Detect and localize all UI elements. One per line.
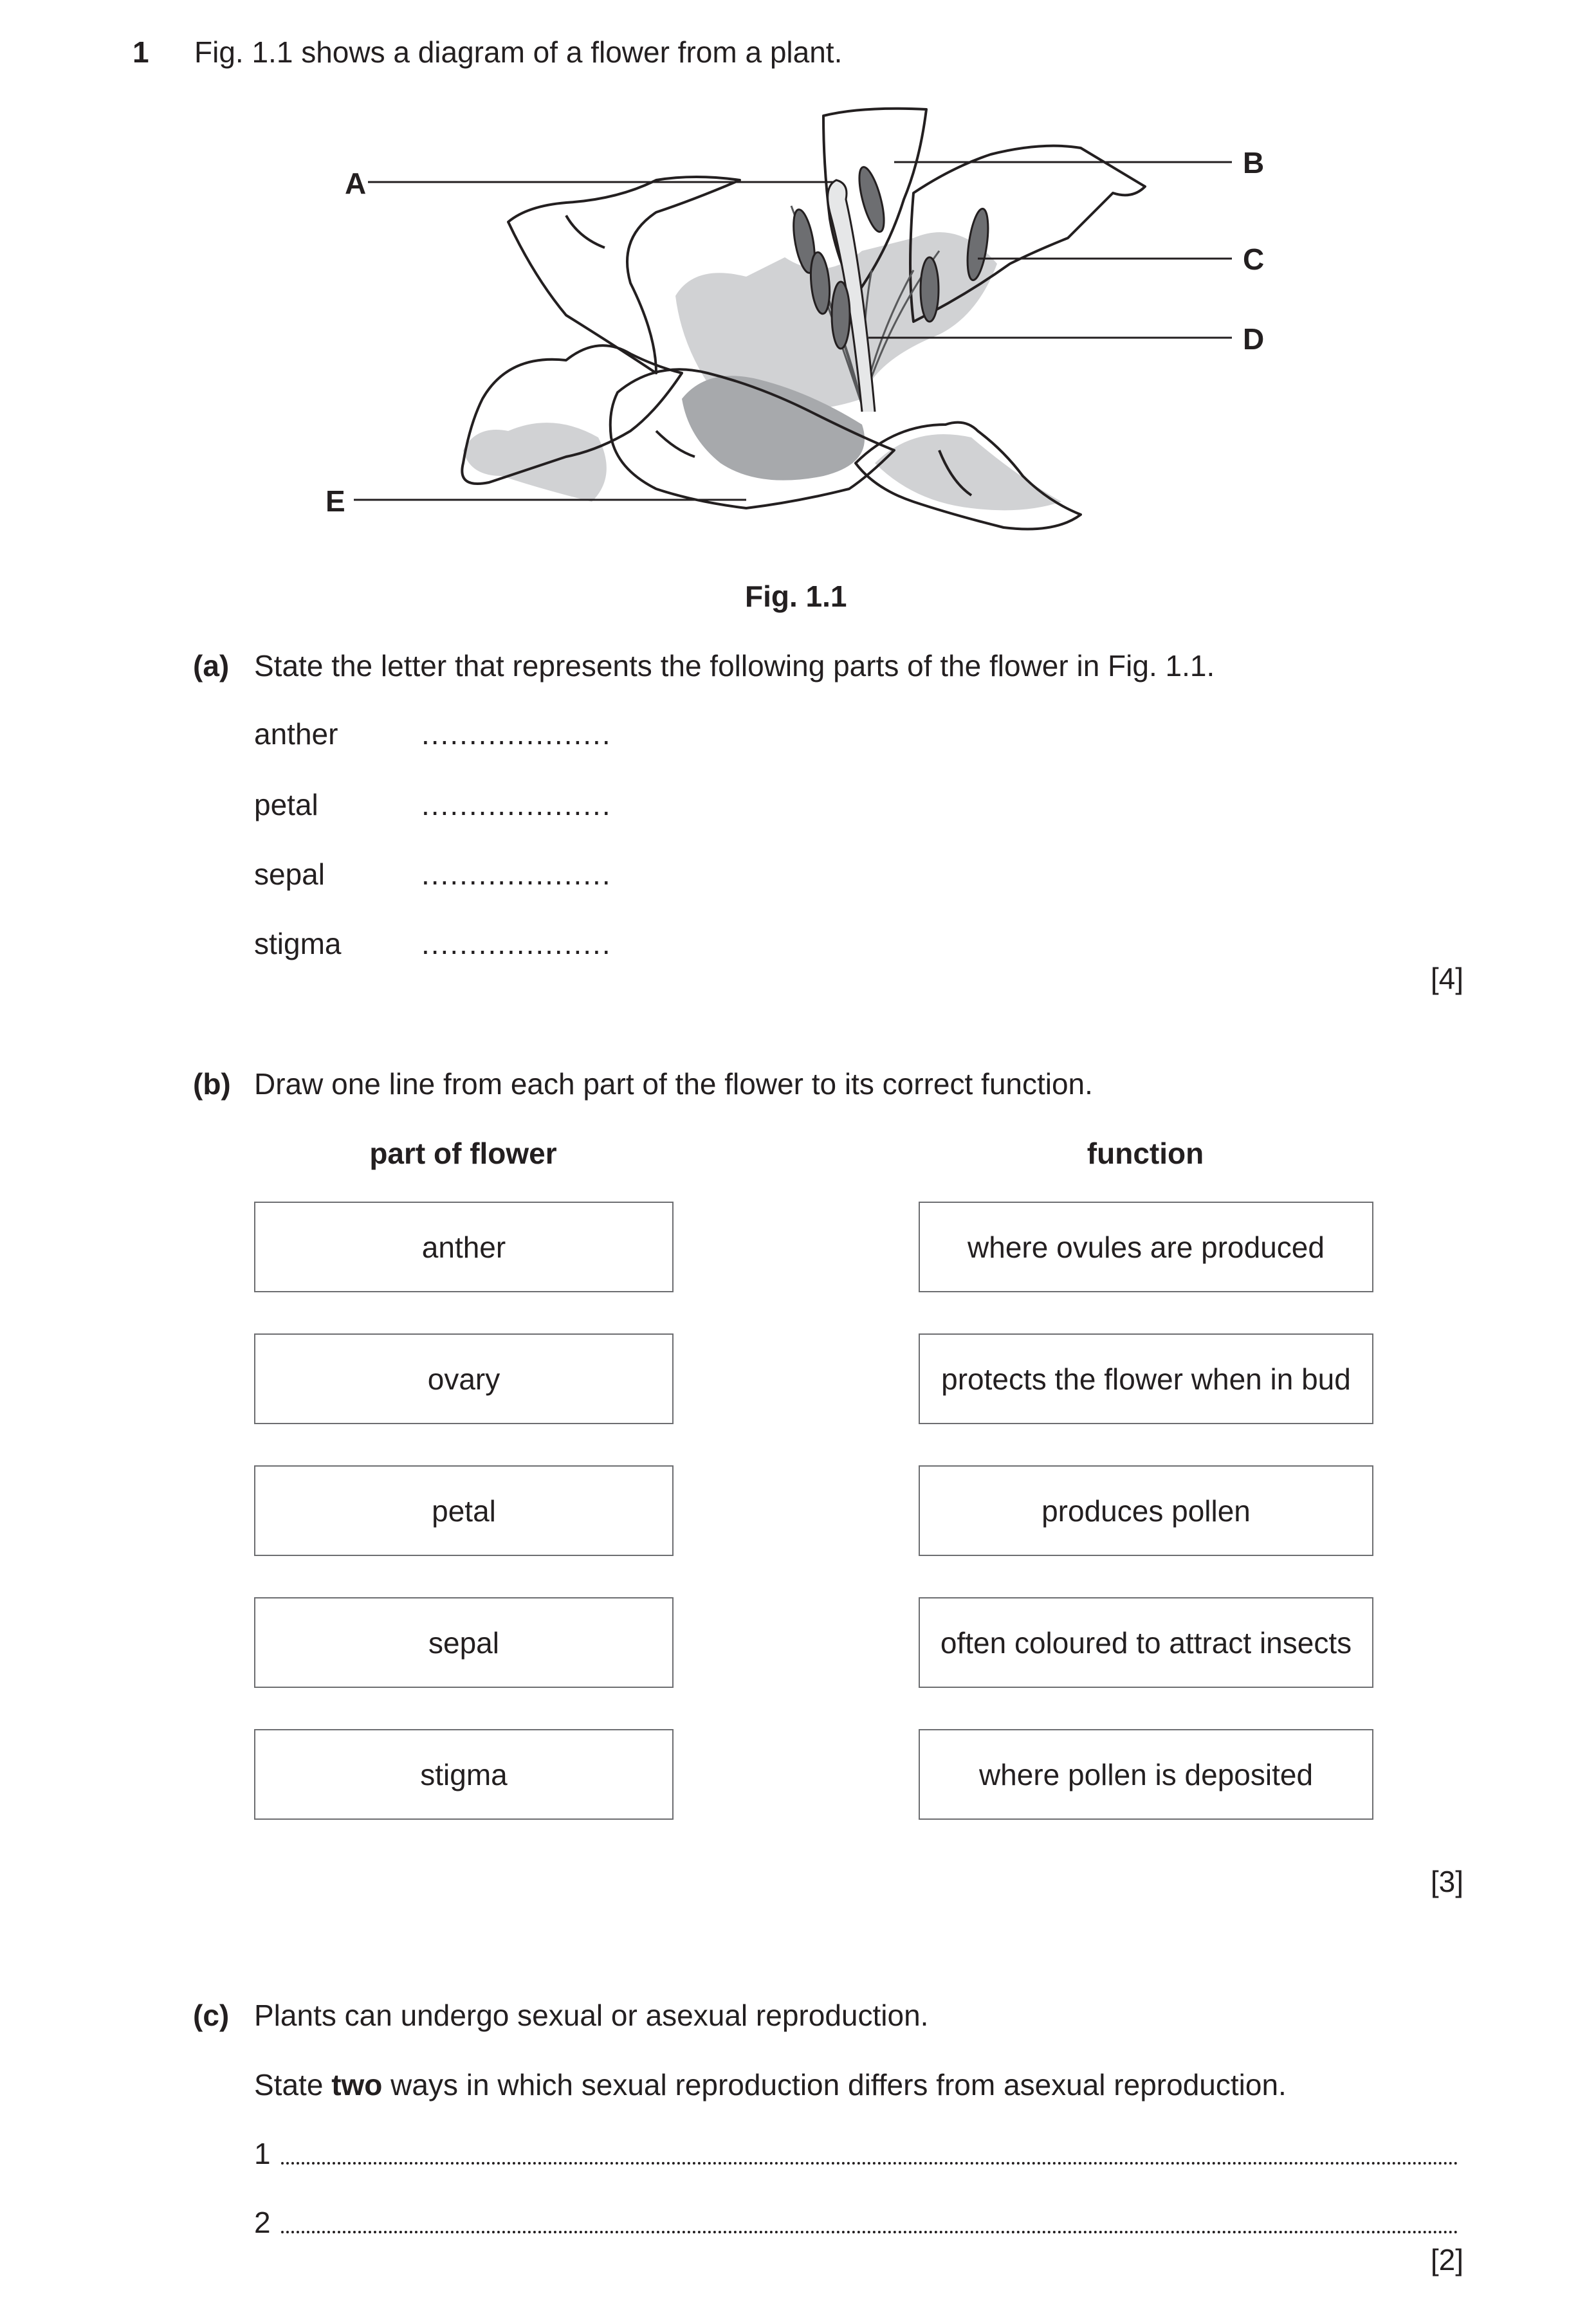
part-c-line2-pre: State <box>254 2068 332 2102</box>
term-sepal: sepal <box>254 857 325 891</box>
term-anther: anther <box>254 717 338 751</box>
part-c-line2-post: ways in which sexual reproduction differs from asexual reproduction. <box>382 2068 1287 2102</box>
answer-line-2[interactable] <box>281 2231 1458 2233</box>
marks-a: [4] <box>1430 962 1463 995</box>
part-c-line1: Plants can undergo sexual or asexual reproduction. <box>254 1999 929 2032</box>
answer-line-1[interactable] <box>281 2162 1458 2165</box>
part-b-label: (b) <box>193 1067 231 1101</box>
part-box-ovary[interactable]: ovary <box>254 1333 674 1424</box>
part-c-line2 <box>254 2070 1287 2100</box>
part-b-prompt: Draw one line from each part of the flower to its correct function. <box>254 1067 1093 1101</box>
answer-number-1: 1 <box>254 2137 271 2170</box>
label-d: D <box>1243 322 1265 356</box>
function-box-pollen[interactable]: produces pollen <box>919 1465 1373 1556</box>
part-c-line2-bold: two <box>331 2068 383 2102</box>
function-box-ovules[interactable]: where ovules are produced <box>919 1202 1373 1292</box>
right-column-heading: function <box>1087 1137 1204 1170</box>
flower-diagram <box>296 90 1299 553</box>
part-c-label: (c) <box>193 1999 230 2032</box>
marks-b: [3] <box>1430 1865 1463 1898</box>
answer-blank-anther[interactable]: .................... <box>421 717 612 751</box>
answer-number-2: 2 <box>254 2206 271 2239</box>
function-box-attract[interactable]: often coloured to attract insects <box>919 1597 1373 1688</box>
left-column-heading: part of flower <box>369 1137 557 1170</box>
function-box-protects[interactable]: protects the flower when in bud <box>919 1333 1373 1424</box>
question-intro: Fig. 1.1 shows a diagram of a flower from a plant. <box>194 35 843 69</box>
label-a: A <box>345 167 367 200</box>
label-e: E <box>326 484 345 518</box>
term-stigma: stigma <box>254 927 342 960</box>
label-c: C <box>1243 243 1265 276</box>
part-a-prompt: State the letter that represents the following parts of the flower in Fig. 1.1. <box>254 649 1215 682</box>
part-box-anther[interactable]: anther <box>254 1202 674 1292</box>
term-petal: petal <box>254 788 318 821</box>
marks-c: [2] <box>1430 2243 1463 2276</box>
answer-blank-stigma[interactable]: .................... <box>421 927 612 960</box>
part-box-sepal[interactable]: sepal <box>254 1597 674 1688</box>
label-b: B <box>1243 146 1265 179</box>
question-number: 1 <box>133 35 149 69</box>
answer-blank-petal[interactable]: .................... <box>421 788 612 821</box>
figure-caption: Fig. 1.1 <box>745 580 847 613</box>
part-box-stigma[interactable]: stigma <box>254 1729 674 1820</box>
part-a-label: (a) <box>193 649 230 682</box>
answer-blank-sepal[interactable]: .................... <box>421 857 612 891</box>
part-box-petal[interactable]: petal <box>254 1465 674 1556</box>
function-box-deposited[interactable]: where pollen is deposited <box>919 1729 1373 1820</box>
